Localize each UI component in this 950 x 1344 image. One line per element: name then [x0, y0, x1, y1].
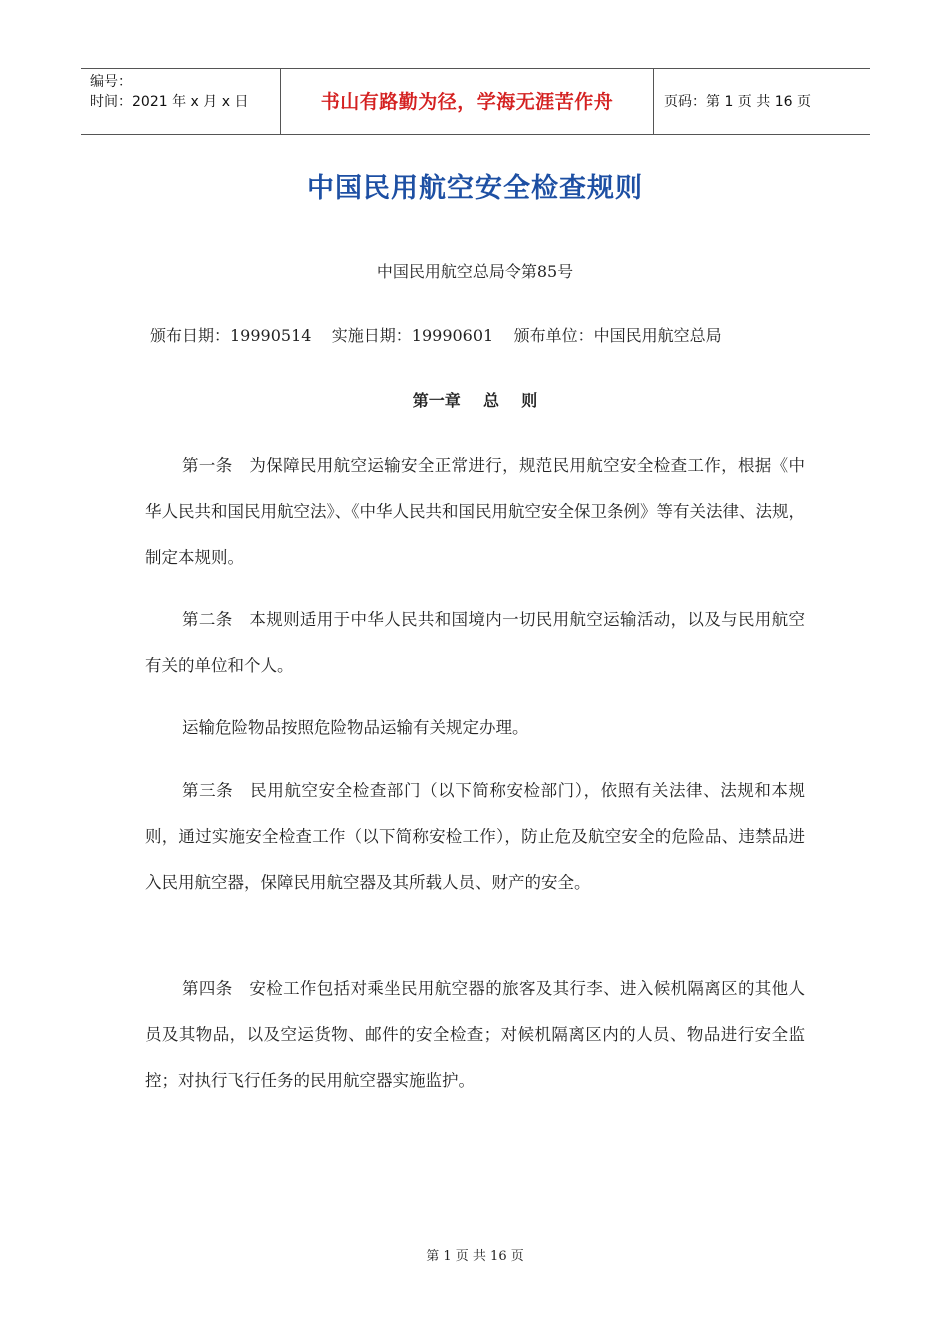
header-page-info: 页码：第 1 页 共 16 页 — [664, 94, 811, 110]
article-3: 第三条 民用航空安全检查部门（以下简称安检部门），依照有关法律、法规和本规则，通过实施安全检查工作（以下简称安检工作），防止危及航空安全的危险品、违禁品进入民用航空器，保障民用航空器及其所载人员、财产的安全。 — [145, 781, 805, 892]
article-2-note: 运输危险物品按照危险物品运输有关规定办理。 — [182, 718, 529, 737]
header-meta — [81, 69, 281, 134]
article-2: 第二条 本规则适用于中华人民共和国境内一切民用航空运输活动，以及与民用航空有关的单位和个人。 — [145, 610, 805, 675]
order-number: 中国民用航空总局令第85号 — [376, 262, 574, 281]
article-4: 第四条 安检工作包括对乘坐民用航空器的旅客及其行李、进入候机隔离区的其他人员及其物品，以及空运货物、邮件的安全检查；对候机隔离区内的人员、物品进行安全监控；对执行飞行任务的民用航空器实施监护。 — [145, 979, 805, 1090]
header-motto: 书山有路勤为径，学海无涯苦作舟 — [281, 69, 654, 134]
chapter-heading: 第一章 总 则 — [412, 391, 538, 410]
page-footer: 第 1 页 共 16 页 — [426, 1249, 524, 1264]
article-1: 第一条 为保障民用航空运输安全正常进行，规范民用航空安全检查工作，根据《中华人民共和国民用航空法》、《中华人民共和国民用航空安全保卫条例》等有关法律、法规，制定本规则。 — [145, 456, 805, 567]
document-header — [81, 68, 870, 135]
serial-number-label: 编号： — [90, 74, 132, 90]
document-title: 中国民用航空安全检查规则 — [307, 173, 643, 204]
issue-dates: 颁布日期：19990514 实施日期：19990601 颁布单位：中国民用航空总局 — [150, 326, 722, 345]
time-label: 时间：2021 年 x 月 x 日 — [90, 94, 249, 110]
